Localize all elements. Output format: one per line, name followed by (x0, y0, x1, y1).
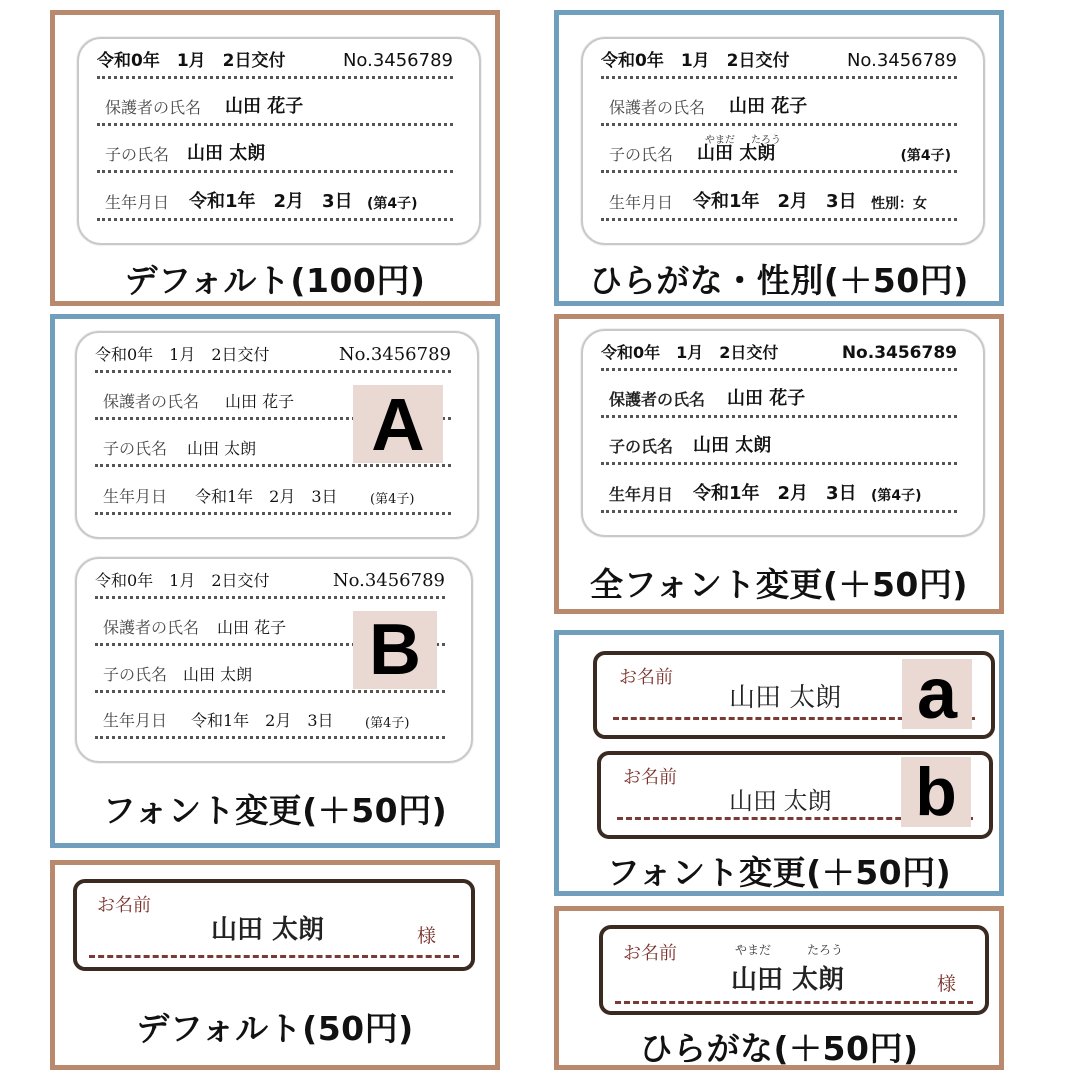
option-caption: フォント変更(＋50円) (606, 853, 952, 892)
certificate-card (581, 329, 985, 537)
font-option-badge-a: A (353, 385, 443, 463)
option-panel-default-100 (50, 10, 500, 306)
child-name: 山田 太朗 (697, 143, 776, 164)
guardian-name: 山田 花子 (729, 96, 808, 117)
guardian-label: 保護者の氏名 (105, 98, 202, 117)
issue-date: 令和0年 1月 2日交付 (601, 51, 790, 71)
birthdate-value: 令和1年 2月 3日 (693, 483, 857, 504)
certificate-card (581, 37, 985, 245)
gender-value: 性別：女 (871, 196, 927, 212)
issue-date: 令和0年 1月 2日交付 (95, 571, 270, 590)
name-label-a (593, 651, 995, 739)
issue-date: 令和0年 1月 2日交付 (97, 51, 286, 71)
child-order: (第4子) (367, 196, 418, 212)
guardian-name: 山田 花子 (217, 618, 287, 637)
birthdate-label: 生年月日 (103, 487, 168, 506)
name-label-name: 山田 太朗 (211, 915, 325, 945)
certificate-card (77, 37, 481, 245)
child-label: 子の氏名 (103, 665, 168, 684)
child-name: 山田 太朗 (183, 665, 253, 684)
honorific: 様 (417, 925, 437, 947)
honorific: 様 (937, 973, 957, 995)
birthdate-value: 令和1年 2月 3日 (195, 487, 338, 506)
certificate-number: No.3456789 (332, 570, 445, 591)
name-label-name: 山田 太朗 (729, 788, 832, 815)
certificate-card-b (75, 557, 473, 763)
birthdate-label: 生年月日 (105, 193, 170, 212)
ruby-given-name: たろう (807, 943, 844, 957)
birthdate-value: 令和1年 2月 3日 (189, 191, 353, 212)
birthdate-label: 生年月日 (609, 485, 674, 504)
option-panel-hiragana-gender (554, 10, 1004, 306)
name-label-title: お名前 (623, 767, 677, 788)
birthdate-label: 生年月日 (609, 193, 674, 212)
font-option-badge-a: a (902, 659, 972, 729)
name-label (599, 925, 989, 1015)
child-order: (第4子) (900, 148, 951, 164)
name-label-name: 山田 太朗 (729, 683, 842, 713)
font-option-badge-b: B (353, 611, 437, 689)
certificate-number: No.3456789 (846, 50, 957, 71)
child-order: (第4子) (365, 716, 410, 731)
child-name: 山田 太朗 (693, 435, 772, 456)
certificate-card-a (75, 331, 479, 539)
guardian-label: 保護者の氏名 (103, 392, 200, 411)
guardian-label: 保護者の氏名 (609, 98, 706, 117)
ruby-surname: やまだ (735, 943, 772, 957)
birthdate-label: 生年月日 (103, 711, 168, 730)
option-caption: ひらがな・性別(＋50円) (589, 261, 969, 300)
name-label-b (597, 751, 993, 839)
issue-date: 令和0年 1月 2日交付 (95, 345, 270, 364)
guardian-name: 山田 花子 (727, 388, 806, 409)
option-panel-name-default-50 (50, 860, 500, 1070)
option-panel-name-hiragana (554, 906, 1004, 1070)
ruby-given-name: たろう (751, 135, 781, 146)
option-panel-font-change-certificate (50, 314, 500, 848)
name-label-name: 山田 太朗 (731, 965, 845, 995)
option-panel-name-font-change (554, 630, 1004, 896)
birthdate-value: 令和1年 2月 3日 (191, 711, 334, 730)
child-name: 山田 太朗 (187, 143, 266, 164)
child-label: 子の氏名 (609, 145, 674, 164)
option-caption: フォント変更(＋50円) (102, 791, 448, 830)
name-label-title: お名前 (623, 943, 677, 964)
option-caption: ひらがな(＋50円) (639, 1029, 919, 1068)
guardian-label: 保護者の氏名 (609, 390, 706, 409)
name-label-title: お名前 (97, 895, 151, 916)
child-label: 子の氏名 (609, 437, 674, 456)
certificate-number: No.3456789 (338, 344, 451, 365)
child-order: (第4子) (370, 492, 415, 507)
option-caption: 全フォント変更(＋50円) (590, 565, 968, 604)
guardian-label: 保護者の氏名 (103, 618, 200, 637)
option-caption: デフォルト(50円) (136, 1009, 414, 1048)
birthdate-value: 令和1年 2月 3日 (693, 191, 857, 212)
ruby-surname: やまだ (705, 135, 735, 146)
name-label-title: お名前 (619, 667, 673, 688)
child-name: 山田 太朗 (187, 439, 257, 458)
child-order: (第4子) (871, 488, 922, 504)
option-panel-all-font-change (554, 314, 1004, 614)
issue-date: 令和0年 1月 2日交付 (601, 343, 779, 362)
child-label: 子の氏名 (105, 145, 170, 164)
guardian-name: 山田 花子 (225, 96, 304, 117)
font-option-badge-b: b (901, 757, 971, 827)
certificate-number: No.3456789 (841, 343, 957, 363)
certificate-number: No.3456789 (342, 50, 453, 71)
child-label: 子の氏名 (103, 439, 168, 458)
name-label (73, 879, 475, 971)
option-caption: デフォルト(100円) (124, 261, 426, 300)
guardian-name: 山田 花子 (225, 392, 295, 411)
